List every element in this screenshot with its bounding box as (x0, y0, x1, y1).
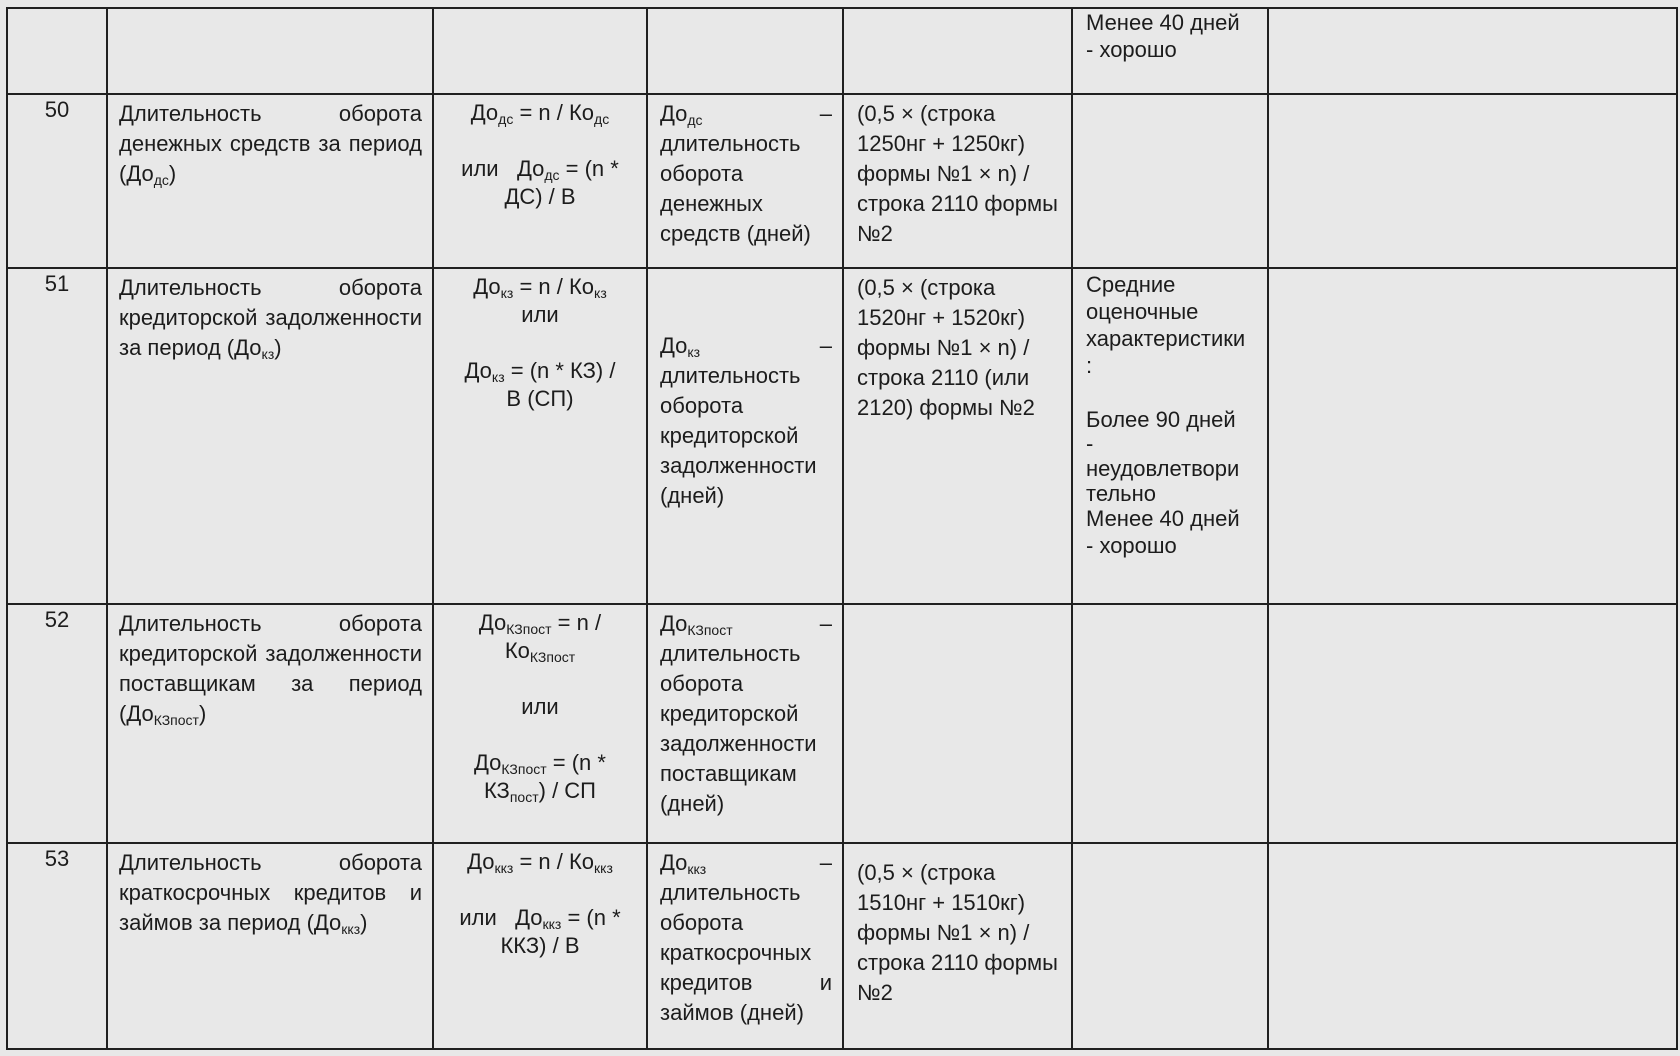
norm-cell (1072, 8, 1268, 94)
formula-line: В (СП) (506, 386, 574, 411)
formula-line (442, 848, 638, 876)
definition-symbol: До (660, 101, 688, 126)
formula-or: или (521, 302, 559, 327)
norm-cell (1072, 94, 1268, 268)
subscript: пост (509, 789, 539, 805)
subscript: кз (261, 346, 275, 362)
formula-text: ) / СП (538, 778, 596, 803)
definition-symbol: До (660, 333, 688, 358)
norm-text: Менее 40 дней (1086, 506, 1240, 531)
definition-head (660, 609, 832, 639)
table-row (7, 843, 1677, 1049)
row-number-cell (7, 8, 107, 94)
formula-line (442, 777, 638, 805)
formula-line (442, 155, 638, 183)
indicators-table (6, 7, 1678, 1050)
definition-cell (647, 94, 843, 268)
norm-text: - (1086, 431, 1094, 456)
definition-text: и (819, 970, 832, 995)
definition-symbol: До (660, 850, 688, 875)
formula-line (442, 904, 638, 932)
source-cell (843, 8, 1072, 94)
definition-text: длительность оборота кредиторской задолженности (дней) (660, 363, 817, 508)
formula-text: До (516, 156, 545, 181)
table-row (7, 268, 1677, 604)
formula-text: До (478, 610, 507, 635)
subscript: кз (594, 285, 607, 301)
norm-cell (1072, 268, 1268, 604)
norm-text: характеристики (1086, 326, 1246, 351)
source-cell (843, 604, 1072, 843)
norm-text: оценочные (1086, 299, 1199, 324)
indicator-name: Длительность оборота кредиторской задолженности поставщикам за период (До (119, 611, 422, 726)
subscript: дс (594, 111, 610, 127)
indicator-name-cell: Длительность оборота кредиторской задолженности поставщикам за период $(До_{КЗпост})$ (107, 604, 433, 843)
definition-dash: – (819, 101, 832, 126)
subscript: дс (498, 111, 514, 127)
norm-cell (1072, 604, 1268, 843)
formula-text: КЗ (483, 778, 510, 803)
norm-text: - хорошо (1086, 37, 1177, 62)
formula-cell (433, 268, 647, 604)
definition-cell (647, 8, 843, 94)
source-cell (843, 268, 1072, 604)
formula-text: До (474, 750, 502, 775)
definition-dash: – (819, 850, 832, 875)
norm-text: Средние (1086, 272, 1176, 297)
row-number: 53 (44, 846, 70, 871)
formula-cell (433, 843, 647, 1049)
subscript: кз (491, 369, 505, 385)
subscript: ккз (594, 860, 613, 876)
row-number-cell (7, 268, 107, 604)
row-number: 51 (44, 271, 70, 296)
source-text: (0,5 × (строка 1510нг + 1510кг) формы №1 × n) / строка 2110 формы №2 (857, 860, 1058, 1005)
indicator-name-cell: Длительность оборота денежных средств за период $(До_{дс})$ (107, 94, 433, 268)
definition-cell (647, 843, 843, 1049)
extra-cell (1268, 843, 1677, 1049)
indicator-name: Длительность оборота краткосрочных кредитов и займов за период (До (119, 850, 422, 935)
definition-line (660, 968, 832, 998)
formula-line: ДС) / В (504, 184, 576, 209)
norm-text: тельно (1086, 481, 1157, 506)
definition-cell (647, 268, 843, 604)
indicator-name-cell: Длительность оборота краткосрочных кредитов и займов за период $(До_{ккз})$ (107, 843, 433, 1049)
subscript: ккз (542, 916, 562, 932)
formula-text: = (n * (561, 905, 621, 930)
formula-text: = (n * КЗ) / (504, 358, 616, 383)
formula-or: или (459, 905, 497, 930)
subscript: КЗпост (501, 761, 547, 777)
definition-cell (647, 604, 843, 843)
formula-line (442, 273, 638, 301)
table-row (7, 604, 1677, 843)
norm-cell (1072, 843, 1268, 1049)
definition-text: длительность оборота краткосрочных (660, 880, 812, 965)
source-cell (843, 843, 1072, 1049)
formula-cell (433, 8, 647, 94)
extra-cell (1268, 268, 1677, 604)
definition-dash: – (819, 611, 832, 636)
definition-text: длительность оборота кредиторской задолженности поставщикам (дней) (660, 641, 817, 816)
row-number: 52 (44, 607, 70, 632)
formula-text: До (467, 849, 495, 874)
subscript: КЗпост (506, 621, 552, 637)
formula-line: ККЗ) / В (500, 933, 580, 958)
norm-text: : (1086, 353, 1093, 378)
formula-cell (433, 604, 647, 843)
definition-symbol: До (660, 611, 688, 636)
definition-text: длительность оборота денежных средств (дней) (660, 131, 811, 246)
formula-text: = n / Ко (513, 274, 595, 299)
formula-line (442, 749, 638, 777)
subscript: КЗпост (529, 649, 576, 665)
formula-text: До (473, 274, 501, 299)
norm-text: Менее 40 дней (1086, 10, 1240, 35)
indicator-name: Длительность оборота кредиторской задолженности за период (До (119, 275, 422, 360)
formula-line (442, 609, 638, 637)
table-row (7, 8, 1677, 94)
formula-text: До (470, 100, 499, 125)
formula-text: До (464, 358, 492, 383)
formula-or: или (521, 694, 559, 719)
indicator-name: Длительность оборота денежных средств за период (До (119, 101, 422, 186)
definition-head (660, 848, 832, 878)
definition-head (660, 331, 832, 361)
subscript: кз (500, 285, 514, 301)
subscript: дс (687, 112, 703, 128)
formula-text: = n / (551, 610, 602, 635)
source-text: (0,5 × (строка 1250нг + 1250кг) формы №1 × n) / строка 2110 формы №2 (857, 101, 1058, 246)
row-number: 50 (44, 97, 70, 122)
formula-text: Ко (504, 638, 530, 663)
definition-dash: – (819, 333, 832, 358)
indicator-name-cell: Длительность оборота кредиторской задолженности за период $(До_{кз})$ (107, 268, 433, 604)
formula-or: или (461, 156, 499, 181)
formula-cell (433, 94, 647, 268)
definition-text: займов (дней) (660, 1000, 804, 1025)
row-number-cell (7, 843, 107, 1049)
row-number-cell (7, 604, 107, 843)
table-row (7, 94, 1677, 268)
definition-head (660, 99, 832, 129)
subscript: дс (544, 167, 560, 183)
formula-line (442, 637, 638, 665)
subscript: дс (153, 172, 169, 188)
norm-text: Более 90 дней (1086, 407, 1236, 432)
formula-text: = (n * (559, 156, 619, 181)
norm-text: - хорошо (1086, 533, 1177, 558)
formula-text: = n / Ко (513, 849, 595, 874)
norm-text: неудовлетвори (1086, 456, 1240, 481)
subscript: КЗпост (153, 712, 199, 728)
subscript: ккз (687, 861, 707, 877)
formula-line (442, 99, 638, 127)
extra-cell (1268, 8, 1677, 94)
formula-text: = (n * (546, 750, 606, 775)
subscript: КЗпост (687, 622, 733, 638)
subscript: ккз (341, 921, 361, 937)
extra-cell (1268, 94, 1677, 268)
subscript: кз (687, 344, 701, 360)
indicator-name-cell (107, 8, 433, 94)
subscript: ккз (494, 860, 514, 876)
row-number-cell (7, 94, 107, 268)
extra-cell (1268, 604, 1677, 843)
source-cell (843, 94, 1072, 268)
formula-text: До (515, 905, 543, 930)
formula-text: = n / Ко (513, 100, 595, 125)
formula-line (442, 357, 638, 385)
definition-text: кредитов (660, 970, 753, 995)
source-text: (0,5 × (строка 1520нг + 1520кг) формы №1 × n) / строка 2110 (или 2120) формы №2 (857, 275, 1035, 420)
